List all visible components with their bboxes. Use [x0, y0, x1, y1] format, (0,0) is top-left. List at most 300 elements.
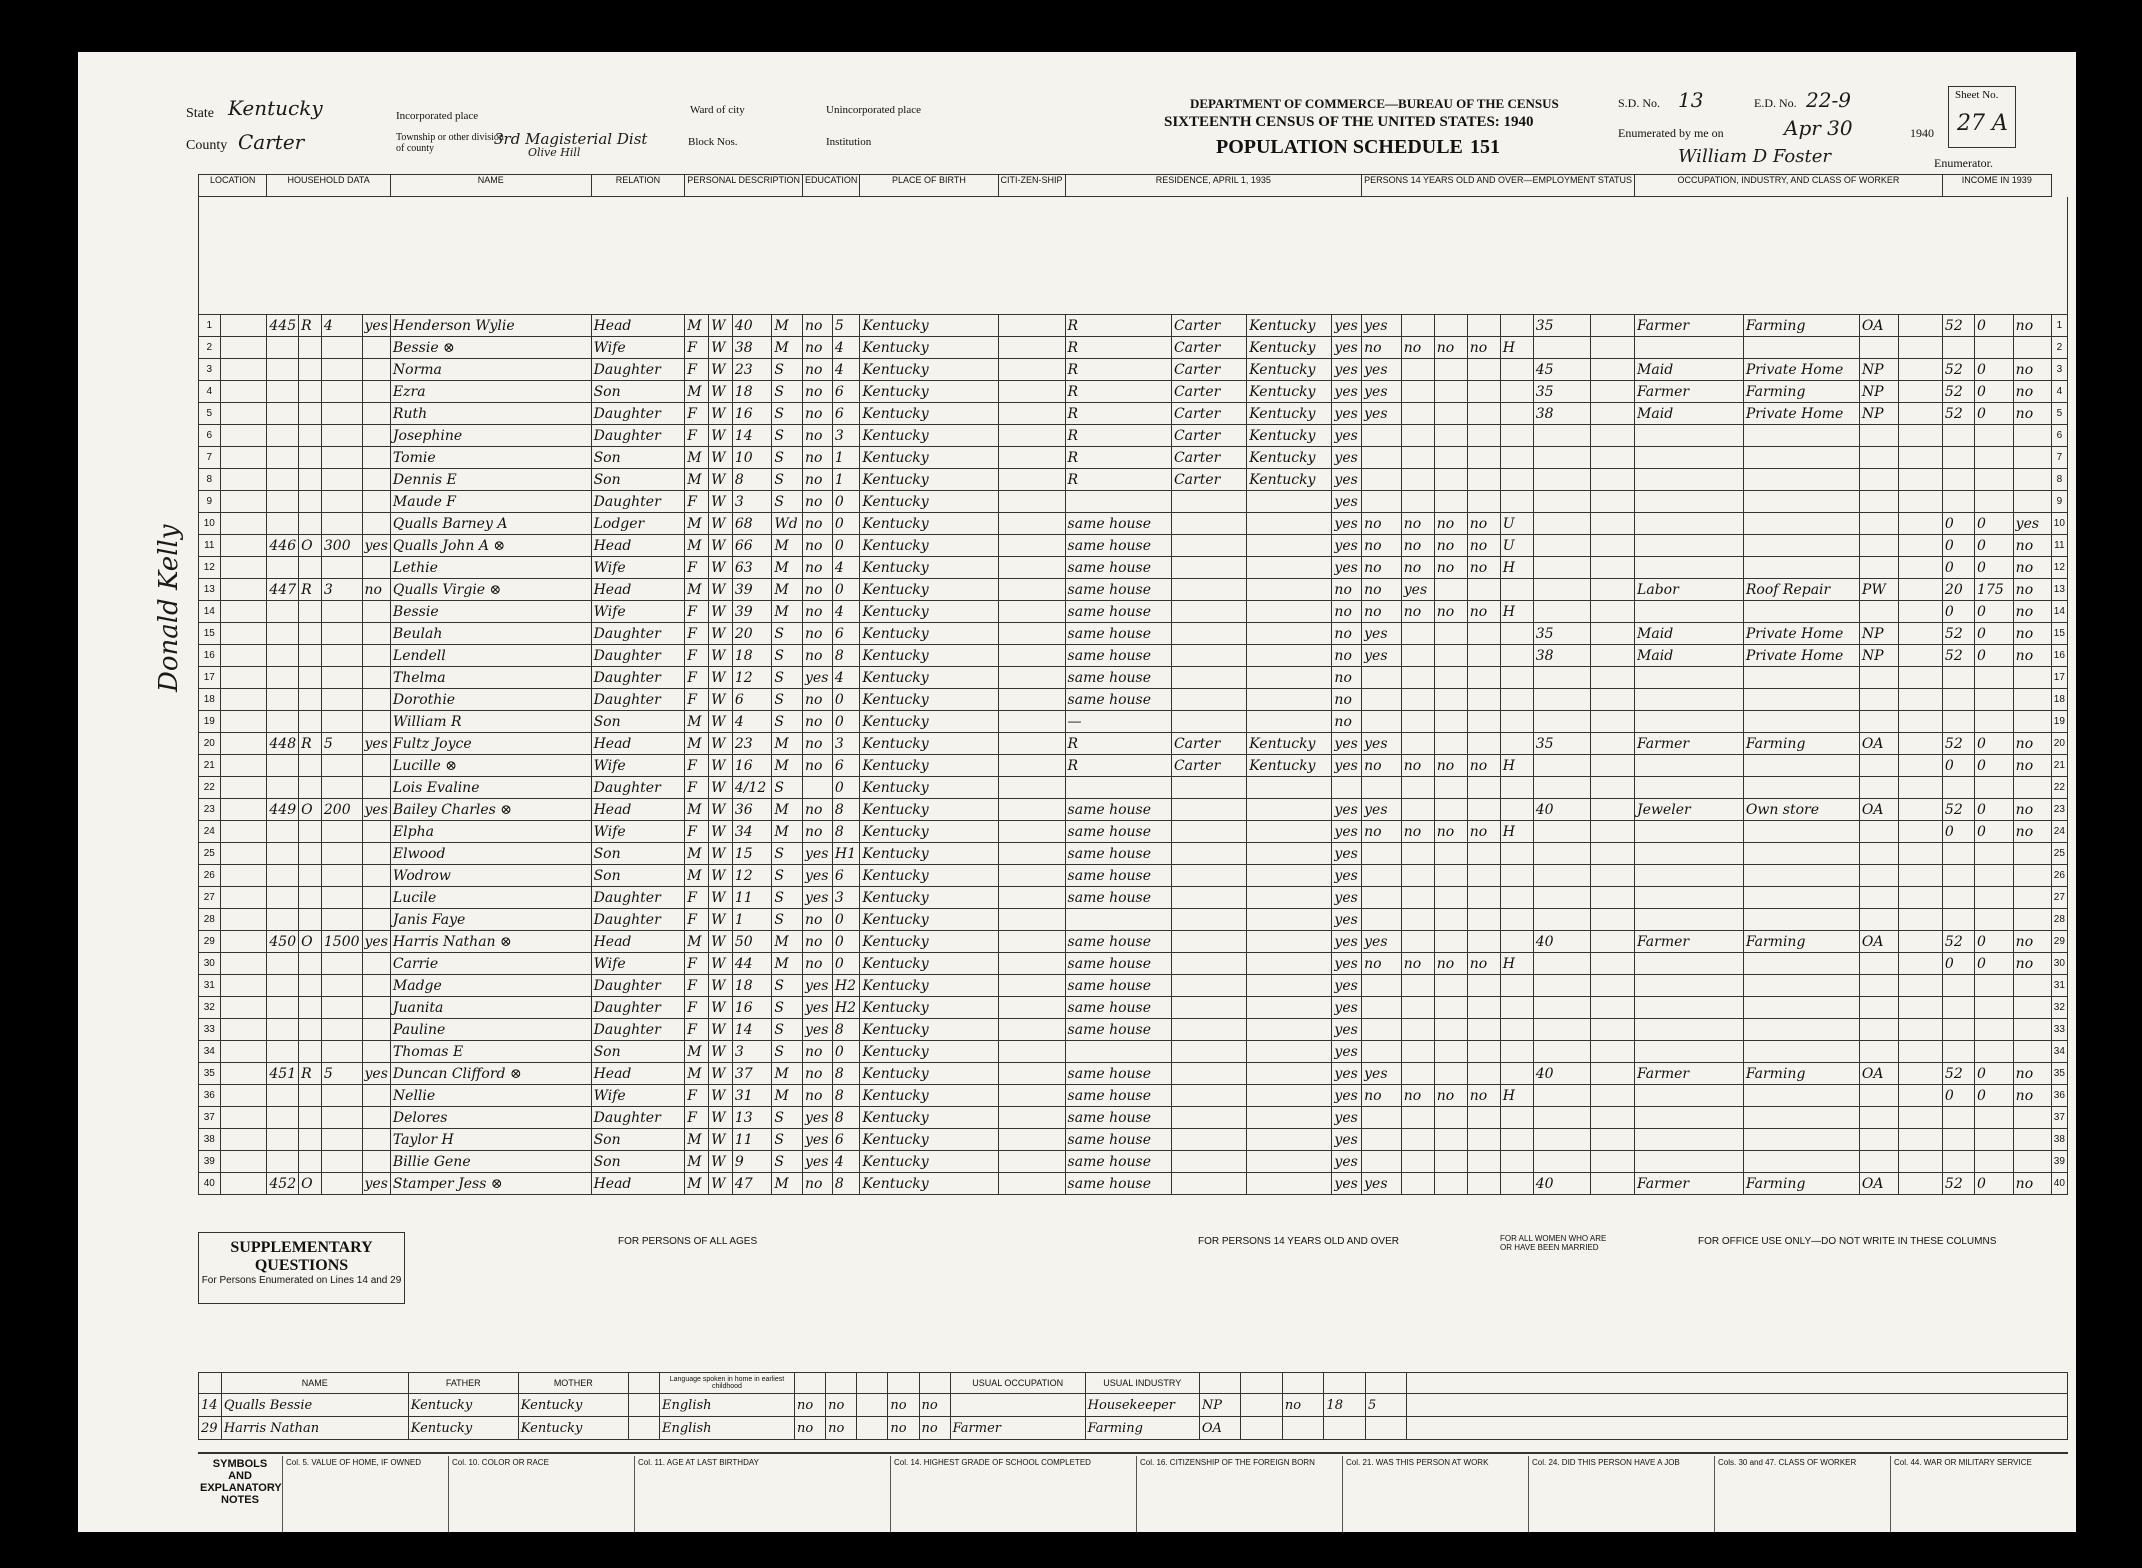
cell-bp: Kentucky: [860, 403, 998, 425]
cell-blank: [1590, 843, 1634, 865]
cell-ind: Farming: [1743, 381, 1859, 403]
cell-occ: [1635, 997, 1744, 1019]
cell-ind: Private Home: [1743, 403, 1859, 425]
note-col24: Col. 24. DID THIS PERSON HAVE A JOB: [1530, 1456, 1715, 1532]
cell-blank: [998, 513, 1065, 535]
cell-sch: no: [803, 733, 833, 755]
cell-own: O: [299, 799, 322, 821]
cell-house: 447: [267, 579, 299, 601]
cell-blank: [998, 403, 1065, 425]
cell-own: R: [299, 733, 322, 755]
note-col30: Cols. 30 and 47. CLASS OF WORKER: [1716, 1456, 1891, 1532]
cell-ind: Farming: [1743, 1063, 1859, 1085]
cell-st: [1247, 953, 1332, 975]
cell-name: Qualls Barney A: [390, 513, 591, 535]
cell-w1: no: [1362, 1085, 1402, 1107]
cell-w2: no: [1401, 513, 1434, 535]
state-value: Kentucky: [228, 96, 323, 120]
sup-code2-header: [1241, 1373, 1283, 1394]
cell-age: 16: [732, 403, 771, 425]
cell-blank: [1590, 777, 1634, 799]
cell-race: W: [709, 535, 733, 557]
cell-house: 450: [267, 931, 299, 953]
cell-w1: no: [1362, 579, 1402, 601]
sup-cell-c43: no: [919, 1394, 950, 1417]
cell-own: [299, 865, 322, 887]
cell-cty: [1171, 909, 1246, 931]
cell-house: [267, 1041, 299, 1063]
table-row: [199, 975, 2068, 997]
cell-sch: no: [803, 953, 833, 975]
cell-cty: [1171, 1151, 1246, 1173]
cell-age: 47: [732, 1173, 771, 1195]
cell-w1: [1362, 469, 1402, 491]
cell-age: 18: [732, 645, 771, 667]
cell-gr: 1: [832, 447, 859, 469]
cell-oth: [2013, 1151, 2051, 1173]
sup-cell-c40: no: [826, 1394, 857, 1417]
cell-blank: [998, 975, 1065, 997]
cell-w2: [1401, 491, 1434, 513]
cell-inc: 0: [1975, 403, 2014, 425]
cell-inc: [1975, 1107, 2014, 1129]
cell-w2: [1401, 689, 1434, 711]
cell-cls: NP: [1859, 623, 1898, 645]
cell-blank: [1898, 1173, 1942, 1195]
cell-cls: NP: [1859, 403, 1898, 425]
cell-ind: [1743, 469, 1859, 491]
cell-w5: [1500, 887, 1533, 909]
cell-inc: 0: [1975, 799, 2014, 821]
sup-cell-blank: [1241, 1394, 1283, 1417]
cell-own: [299, 623, 322, 645]
cell-mar: M: [772, 821, 803, 843]
line-number: 10: [199, 513, 221, 535]
cell-res: same house: [1065, 887, 1171, 909]
cell-occ: Farmer: [1635, 315, 1744, 337]
cell-blank: [220, 1019, 267, 1041]
cell-w3: no: [1434, 953, 1467, 975]
cell-wks: 52: [1942, 645, 1974, 667]
cell-w4: [1467, 909, 1500, 931]
cell-cty: Carter: [1171, 447, 1246, 469]
cell-val: 5: [321, 1063, 362, 1085]
cell-house: [267, 711, 299, 733]
cell-blank: [220, 535, 267, 557]
cell-age: 23: [732, 733, 771, 755]
cell-race: W: [709, 447, 733, 469]
cell-res: same house: [1065, 1085, 1171, 1107]
line-number: 24: [2051, 821, 2067, 843]
cell-w5: [1500, 1063, 1533, 1085]
cell-val: [321, 1129, 362, 1151]
cell-blank: [220, 755, 267, 777]
cell-w1: yes: [1362, 381, 1402, 403]
county-label: County: [186, 138, 228, 153]
cell-bp: Kentucky: [860, 447, 998, 469]
cell-hrs: 35: [1533, 623, 1590, 645]
cell-blank: [1590, 1107, 1634, 1129]
cell-hrs: [1533, 821, 1590, 843]
cell-rel: Wife: [591, 1085, 685, 1107]
cell-w3: [1434, 1063, 1467, 1085]
sup-cell-cls: OA: [1199, 1417, 1241, 1440]
cell-inc: [1975, 1151, 2014, 1173]
cell-farm: [362, 381, 390, 403]
cell-fm: yes: [1332, 843, 1362, 865]
cell-blank: [1898, 1041, 1942, 1063]
cell-blank: [1898, 1129, 1942, 1151]
line-number: 28: [199, 909, 221, 931]
cell-fm: yes: [1332, 403, 1362, 425]
cell-house: [267, 953, 299, 975]
cell-blank: [220, 315, 267, 337]
cell-blank: [998, 931, 1065, 953]
cell-gr: 4: [832, 667, 859, 689]
cell-blank: [998, 1041, 1065, 1063]
cell-oth: no: [2013, 557, 2051, 579]
cell-age: 63: [732, 557, 771, 579]
cell-gr: 4: [832, 557, 859, 579]
cell-name: Henderson Wylie: [390, 315, 591, 337]
header-instructions-band: [199, 197, 2068, 315]
cell-w5: [1500, 1173, 1533, 1195]
cell-bp: Kentucky: [860, 491, 998, 513]
cell-blank: [998, 865, 1065, 887]
cell-w3: [1434, 1019, 1467, 1041]
cell-blank: [1898, 535, 1942, 557]
cell-ind: [1743, 909, 1859, 931]
cell-ind: Farming: [1743, 931, 1859, 953]
cell-blank: [1898, 1085, 1942, 1107]
cell-race: W: [709, 1129, 733, 1151]
cell-inc: [1975, 843, 2014, 865]
cell-blank: [1590, 953, 1634, 975]
cell-rel: Daughter: [591, 359, 685, 381]
cell-fm: yes: [1332, 865, 1362, 887]
cell-occ: Maid: [1635, 645, 1744, 667]
cell-w4: [1467, 403, 1500, 425]
cell-own: [299, 337, 322, 359]
table-row: [199, 1129, 2068, 1151]
cell-bp: Kentucky: [860, 711, 998, 733]
cell-bp: Kentucky: [860, 931, 998, 953]
cell-st: [1247, 711, 1332, 733]
cell-st: [1247, 887, 1332, 909]
line-number: 15: [199, 623, 221, 645]
cell-fm: yes: [1332, 513, 1362, 535]
cell-res: same house: [1065, 689, 1171, 711]
cell-bp: Kentucky: [860, 645, 998, 667]
cell-w2: [1401, 1151, 1434, 1173]
cell-wks: 52: [1942, 1063, 1974, 1085]
cell-hrs: [1533, 1085, 1590, 1107]
line-number: 29: [2051, 931, 2067, 953]
cell-blank: [1590, 491, 1634, 513]
cell-blank: [998, 425, 1065, 447]
cell-name: Norma: [390, 359, 591, 381]
cell-w1: [1362, 777, 1402, 799]
cell-own: [299, 469, 322, 491]
cell-blank: [1590, 1151, 1634, 1173]
line-number: 4: [199, 381, 221, 403]
cell-farm: yes: [362, 315, 390, 337]
cell-bp: Kentucky: [860, 821, 998, 843]
supplementary-grid: [198, 1372, 2068, 1440]
cell-wks: [1942, 689, 1974, 711]
cell-sch: no: [803, 381, 833, 403]
cell-bp: Kentucky: [860, 667, 998, 689]
table-row: [199, 623, 2068, 645]
cell-blank: [220, 667, 267, 689]
cell-blank: [998, 799, 1065, 821]
cell-own: O: [299, 535, 322, 557]
cell-w4: [1467, 469, 1500, 491]
cell-farm: [362, 403, 390, 425]
cell-blank: [220, 865, 267, 887]
sup-cell-name: Harris Nathan: [221, 1417, 408, 1440]
cell-race: W: [709, 997, 733, 1019]
schedule-title: POPULATION SCHEDULE: [1216, 136, 1463, 158]
line-number: 33: [2051, 1019, 2067, 1041]
cell-sch: yes: [803, 865, 833, 887]
cell-rel: Wife: [591, 953, 685, 975]
cell-res: same house: [1065, 975, 1171, 997]
cell-rel: Son: [591, 1129, 685, 1151]
cell-sex: M: [685, 315, 709, 337]
cell-val: 1500: [321, 931, 362, 953]
cell-bp: Kentucky: [860, 601, 998, 623]
cell-fm: yes: [1332, 1085, 1362, 1107]
cell-sch: yes: [803, 1151, 833, 1173]
cell-sch: no: [803, 799, 833, 821]
sup-cell-ln: 29: [199, 1417, 222, 1440]
ed-label: E.D. No.: [1754, 96, 1797, 110]
cell-blank: [1898, 601, 1942, 623]
cell-w5: [1500, 315, 1533, 337]
cell-mar: S: [772, 865, 803, 887]
cell-farm: [362, 623, 390, 645]
cell-w5: [1500, 1041, 1533, 1063]
cell-mar: S: [772, 1041, 803, 1063]
cell-sch: yes: [803, 1107, 833, 1129]
cell-w5: [1500, 623, 1533, 645]
cell-cls: [1859, 601, 1898, 623]
cell-cty: [1171, 843, 1246, 865]
cell-cty: Carter: [1171, 403, 1246, 425]
cell-bp: Kentucky: [860, 843, 998, 865]
sup-cell-c39: no: [794, 1417, 825, 1440]
cell-res: same house: [1065, 667, 1171, 689]
cell-st: [1247, 1085, 1332, 1107]
cell-cls: NP: [1859, 359, 1898, 381]
cell-w3: no: [1434, 601, 1467, 623]
occupation-header: OCCUPATION, INDUSTRY, AND CLASS OF WORKER: [1635, 175, 1943, 197]
supplementary-title-box: [198, 1232, 405, 1304]
cell-ind: [1743, 491, 1859, 513]
cell-cty: [1171, 535, 1246, 557]
cell-inc: 0: [1975, 733, 2014, 755]
cell-st: [1247, 667, 1332, 689]
cell-own: [299, 953, 322, 975]
cell-bp: Kentucky: [860, 1129, 998, 1151]
cell-blank: [1590, 733, 1634, 755]
cell-ind: [1743, 711, 1859, 733]
sup-cell-occ: Farmer: [950, 1417, 1085, 1440]
cell-blank: [1590, 557, 1634, 579]
line-number: 11: [2051, 535, 2067, 557]
cell-farm: [362, 1019, 390, 1041]
cell-mar: S: [772, 491, 803, 513]
line-number: 19: [2051, 711, 2067, 733]
table-row: [199, 601, 2068, 623]
cell-hrs: 38: [1533, 403, 1590, 425]
sup-cell-ch: [1365, 1417, 1407, 1440]
cell-st: [1247, 975, 1332, 997]
cell-w4: [1467, 931, 1500, 953]
cell-val: [321, 909, 362, 931]
cell-farm: [362, 601, 390, 623]
citizenship-header: CITI-ZEN-SHIP: [998, 175, 1065, 197]
note-col10: Col. 10. COLOR OR RACE: [450, 1456, 635, 1532]
cell-ind: Own store: [1743, 799, 1859, 821]
cell-mar: M: [772, 1173, 803, 1195]
cell-blank: [1898, 733, 1942, 755]
cell-oth: no: [2013, 645, 2051, 667]
cell-inc: [1975, 447, 2014, 469]
cell-ind: [1743, 1019, 1859, 1041]
cell-hrs: 35: [1533, 733, 1590, 755]
line-number: 22: [199, 777, 221, 799]
cell-name: Tomie: [390, 447, 591, 469]
cell-w3: [1434, 447, 1467, 469]
cell-blank: [1590, 865, 1634, 887]
cell-gr: 4: [832, 359, 859, 381]
sup-cell-blank: [1407, 1394, 2068, 1417]
cell-ind: [1743, 337, 1859, 359]
cell-inc: [1975, 887, 2014, 909]
cell-fm: no: [1332, 711, 1362, 733]
cell-sex: F: [685, 359, 709, 381]
line-number: 19: [199, 711, 221, 733]
cell-house: [267, 513, 299, 535]
cell-sch: no: [803, 711, 833, 733]
cell-mar: M: [772, 733, 803, 755]
cell-w4: no: [1467, 755, 1500, 777]
cell-gr: H2: [832, 997, 859, 1019]
cell-sex: F: [685, 887, 709, 909]
cell-inc: [1975, 1041, 2014, 1063]
cell-w4: [1467, 975, 1500, 997]
cell-mar: S: [772, 1019, 803, 1041]
cell-fm: yes: [1332, 953, 1362, 975]
cell-inc: 0: [1975, 931, 2014, 953]
cell-race: W: [709, 689, 733, 711]
line-number: 30: [199, 953, 221, 975]
sup-col40-header: [826, 1373, 857, 1394]
cell-mar: S: [772, 425, 803, 447]
cell-bp: Kentucky: [860, 337, 998, 359]
cell-fm: no: [1332, 667, 1362, 689]
line-number: 38: [199, 1129, 221, 1151]
cell-blank: [1898, 1019, 1942, 1041]
cell-age: 8: [732, 469, 771, 491]
sup-language-header: Language spoken in home in earliest childhood: [659, 1373, 794, 1394]
line-number: 34: [199, 1041, 221, 1063]
cell-blank: [1898, 513, 1942, 535]
cell-cls: [1859, 557, 1898, 579]
cell-wks: 52: [1942, 359, 1974, 381]
cell-oth: no: [2013, 579, 2051, 601]
sup-cell-blank: [1241, 1417, 1283, 1440]
cell-w3: [1434, 579, 1467, 601]
cell-farm: [362, 1085, 390, 1107]
cell-bp: Kentucky: [860, 1063, 998, 1085]
cell-sex: F: [685, 755, 709, 777]
cell-w5: [1500, 777, 1533, 799]
cell-blank: [998, 535, 1065, 557]
line-number: 6: [2051, 425, 2067, 447]
cell-val: [321, 425, 362, 447]
cell-hrs: [1533, 689, 1590, 711]
note-col21: Col. 21. WAS THIS PERSON AT WORK: [1344, 1456, 1529, 1532]
cell-ind: Farming: [1743, 315, 1859, 337]
cell-bp: Kentucky: [860, 315, 998, 337]
cell-blank: [220, 491, 267, 513]
sup-col39-header: [794, 1373, 825, 1394]
cell-own: R: [299, 315, 322, 337]
state-label: State: [186, 106, 214, 121]
cell-name: William R: [390, 711, 591, 733]
line-number: 23: [2051, 799, 2067, 821]
cell-blank: [1898, 447, 1942, 469]
cell-sex: M: [685, 865, 709, 887]
department-title: DEPARTMENT OF COMMERCE—BUREAU OF THE CENSUS: [1190, 96, 1559, 111]
cell-sex: M: [685, 1041, 709, 1063]
cell-blank: [220, 953, 267, 975]
cell-mar: M: [772, 953, 803, 975]
cell-own: [299, 1085, 322, 1107]
cell-farm: [362, 1041, 390, 1063]
line-number: 30: [2051, 953, 2067, 975]
cell-w3: [1434, 1107, 1467, 1129]
table-row: [199, 1107, 2068, 1129]
cell-st: [1247, 535, 1332, 557]
cell-house: [267, 755, 299, 777]
cell-blank: [1590, 359, 1634, 381]
cell-fm: yes: [1332, 733, 1362, 755]
cell-oth: [2013, 1129, 2051, 1151]
cell-gr: 6: [832, 403, 859, 425]
cell-sex: F: [685, 1107, 709, 1129]
cell-fm: yes: [1332, 337, 1362, 359]
cell-blank: [998, 887, 1065, 909]
table-row: [199, 997, 2068, 1019]
cell-cty: [1171, 601, 1246, 623]
cell-house: [267, 887, 299, 909]
cell-w4: no: [1467, 601, 1500, 623]
cell-w2: [1401, 711, 1434, 733]
cell-hrs: [1533, 425, 1590, 447]
cell-race: W: [709, 953, 733, 975]
cell-w4: [1467, 1129, 1500, 1151]
cell-wks: [1942, 337, 1974, 359]
cell-w5: [1500, 403, 1533, 425]
cell-w5: [1500, 1019, 1533, 1041]
line-number: 10: [2051, 513, 2067, 535]
cell-rel: Daughter: [591, 997, 685, 1019]
cell-name: Stamper Jess ⊗: [390, 1173, 591, 1195]
